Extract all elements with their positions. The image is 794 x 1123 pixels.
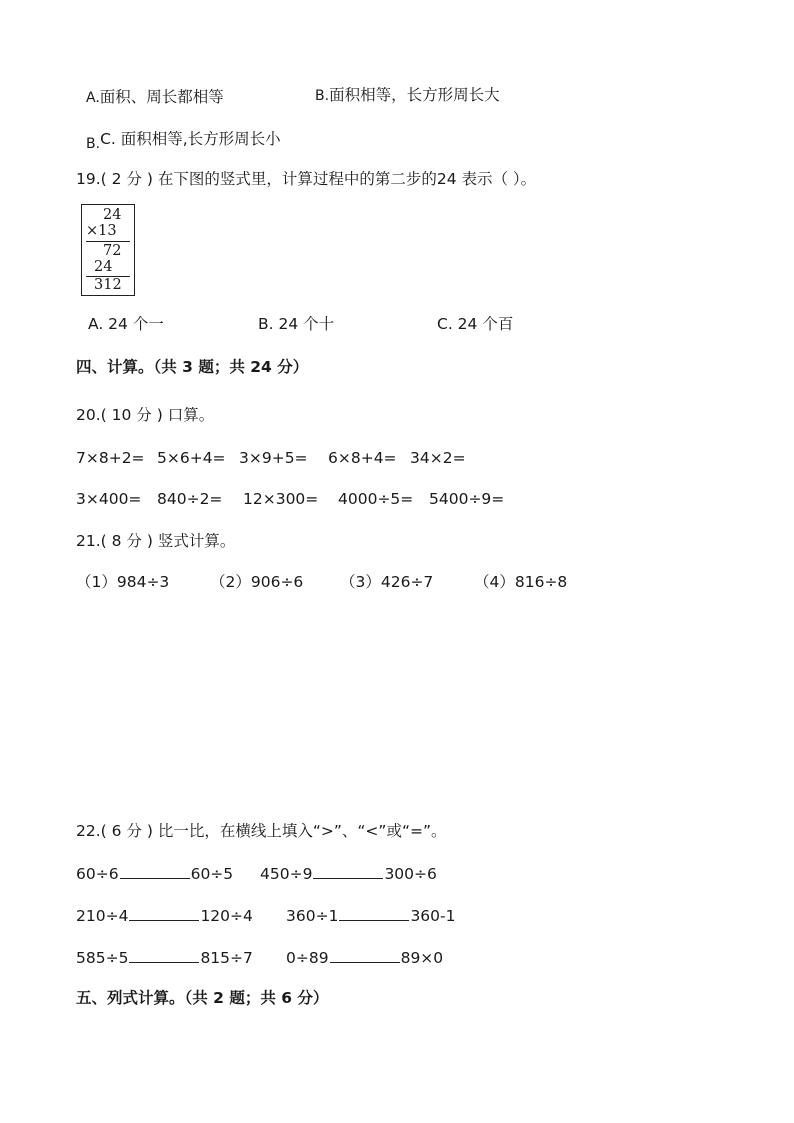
q20-item: 3×400= <box>76 490 142 508</box>
vertical-partial-2: 24 <box>94 259 113 275</box>
q20-row-1 <box>76 451 776 469</box>
q19-option-b: B. 24 个十 <box>258 315 335 333</box>
q22-text: 比一比，在横线上填入“>”、“<”或“=”。 <box>157 822 447 840</box>
q20-item: 7×8+2= <box>76 449 145 467</box>
compare-left: 210÷4 <box>76 907 129 925</box>
q20-item: 5×6+4= <box>157 449 226 467</box>
q18-option-c-text: C. 面积相等,长方形周长小 <box>100 130 281 148</box>
q21-items <box>76 575 776 593</box>
compare-right: 360-1 <box>410 907 456 925</box>
compare-pair <box>260 866 437 883</box>
q22-row-1 <box>76 866 776 884</box>
q21-stem <box>76 534 235 550</box>
compare-pair <box>76 908 253 925</box>
q19-number: 19. <box>76 170 101 188</box>
q21-item: （4）816÷8 <box>474 573 568 591</box>
answer-blank[interactable] <box>313 866 383 879</box>
q20-item: 4000÷5= <box>338 490 414 508</box>
compare-pair <box>76 866 233 883</box>
q22-row-3 <box>76 950 776 968</box>
section-4-title: 四、计算。（共 3 题；共 24 分） <box>76 358 309 376</box>
q20-item: 6×8+4= <box>328 449 397 467</box>
q22-points: ( 6 分 ) <box>100 822 153 840</box>
vertical-partial-1: 72 <box>103 243 122 259</box>
answer-blank[interactable] <box>120 866 190 879</box>
compare-right: 60÷5 <box>190 865 234 883</box>
compare-right: 89×0 <box>400 949 444 967</box>
q20-text: 口算。 <box>167 406 215 424</box>
compare-pair <box>76 950 253 967</box>
answer-blank[interactable] <box>330 950 400 963</box>
q19-points: ( 2 分 ) <box>100 170 153 188</box>
q19-vertical-multiplication <box>81 204 135 296</box>
q20-number: 20. <box>76 406 101 424</box>
q18-option-c-letter: B. <box>86 136 101 152</box>
compare-right: 815÷7 <box>200 949 253 967</box>
compare-left: 450÷9 <box>260 865 313 883</box>
q18-option-b-letter: B. <box>315 88 330 104</box>
vertical-result: 312 <box>94 277 122 293</box>
q21-item: （3）426÷7 <box>340 573 434 591</box>
q21-item: （1）984÷3 <box>76 573 170 591</box>
answer-blank[interactable] <box>129 950 199 963</box>
q22-number: 22. <box>76 822 101 840</box>
compare-right: 120÷4 <box>200 907 253 925</box>
q19-option-a: A. 24 个一 <box>88 315 164 333</box>
compare-right: 300÷6 <box>384 865 437 883</box>
q21-number: 21. <box>76 532 101 550</box>
q20-item: 5400÷9= <box>429 490 505 508</box>
q20-row-2 <box>76 492 776 510</box>
vertical-rule-1 <box>86 241 130 242</box>
section-5-title: 五、列式计算。（共 2 题；共 6 分） <box>76 989 329 1007</box>
q20-points: ( 10 分 ) <box>100 406 163 424</box>
q19-option-c: C. 24 个百 <box>437 315 514 333</box>
q18-option-a-letter: A. <box>86 90 100 106</box>
q20-item: 12×300= <box>243 490 319 508</box>
vertical-multiplicand: 24 <box>103 207 122 223</box>
q18-option-b <box>315 88 500 104</box>
q19-text: 在下图的竖式里，计算过程中的第二步的24 表示（ ）。 <box>157 170 537 188</box>
q21-item: （2）906÷6 <box>210 573 304 591</box>
answer-blank[interactable] <box>129 908 199 921</box>
q20-stem <box>76 408 214 424</box>
q22-row-2 <box>76 908 776 926</box>
q18-option-a-text: 面积、周长都相等 <box>99 88 224 106</box>
q19-stem <box>76 172 536 188</box>
q22-stem <box>76 824 447 840</box>
q20-item: 34×2= <box>410 449 466 467</box>
q20-item: 840÷2= <box>157 490 223 508</box>
q18-option-c <box>86 130 281 152</box>
q20-item: 3×9+5= <box>239 449 308 467</box>
answer-blank[interactable] <box>339 908 409 921</box>
q18-option-a <box>86 90 224 106</box>
compare-left: 0÷89 <box>286 949 329 967</box>
q18-option-b-text: 面积相等，长方形周长大 <box>329 86 500 104</box>
vertical-multiplier: ×13 <box>86 223 117 239</box>
compare-pair <box>286 908 455 925</box>
q21-points: ( 8 分 ) <box>100 532 153 550</box>
compare-left: 360÷1 <box>286 907 339 925</box>
compare-left: 60÷6 <box>76 865 119 883</box>
compare-pair <box>286 950 443 967</box>
q21-text: 竖式计算。 <box>157 532 236 550</box>
compare-left: 585÷5 <box>76 949 129 967</box>
